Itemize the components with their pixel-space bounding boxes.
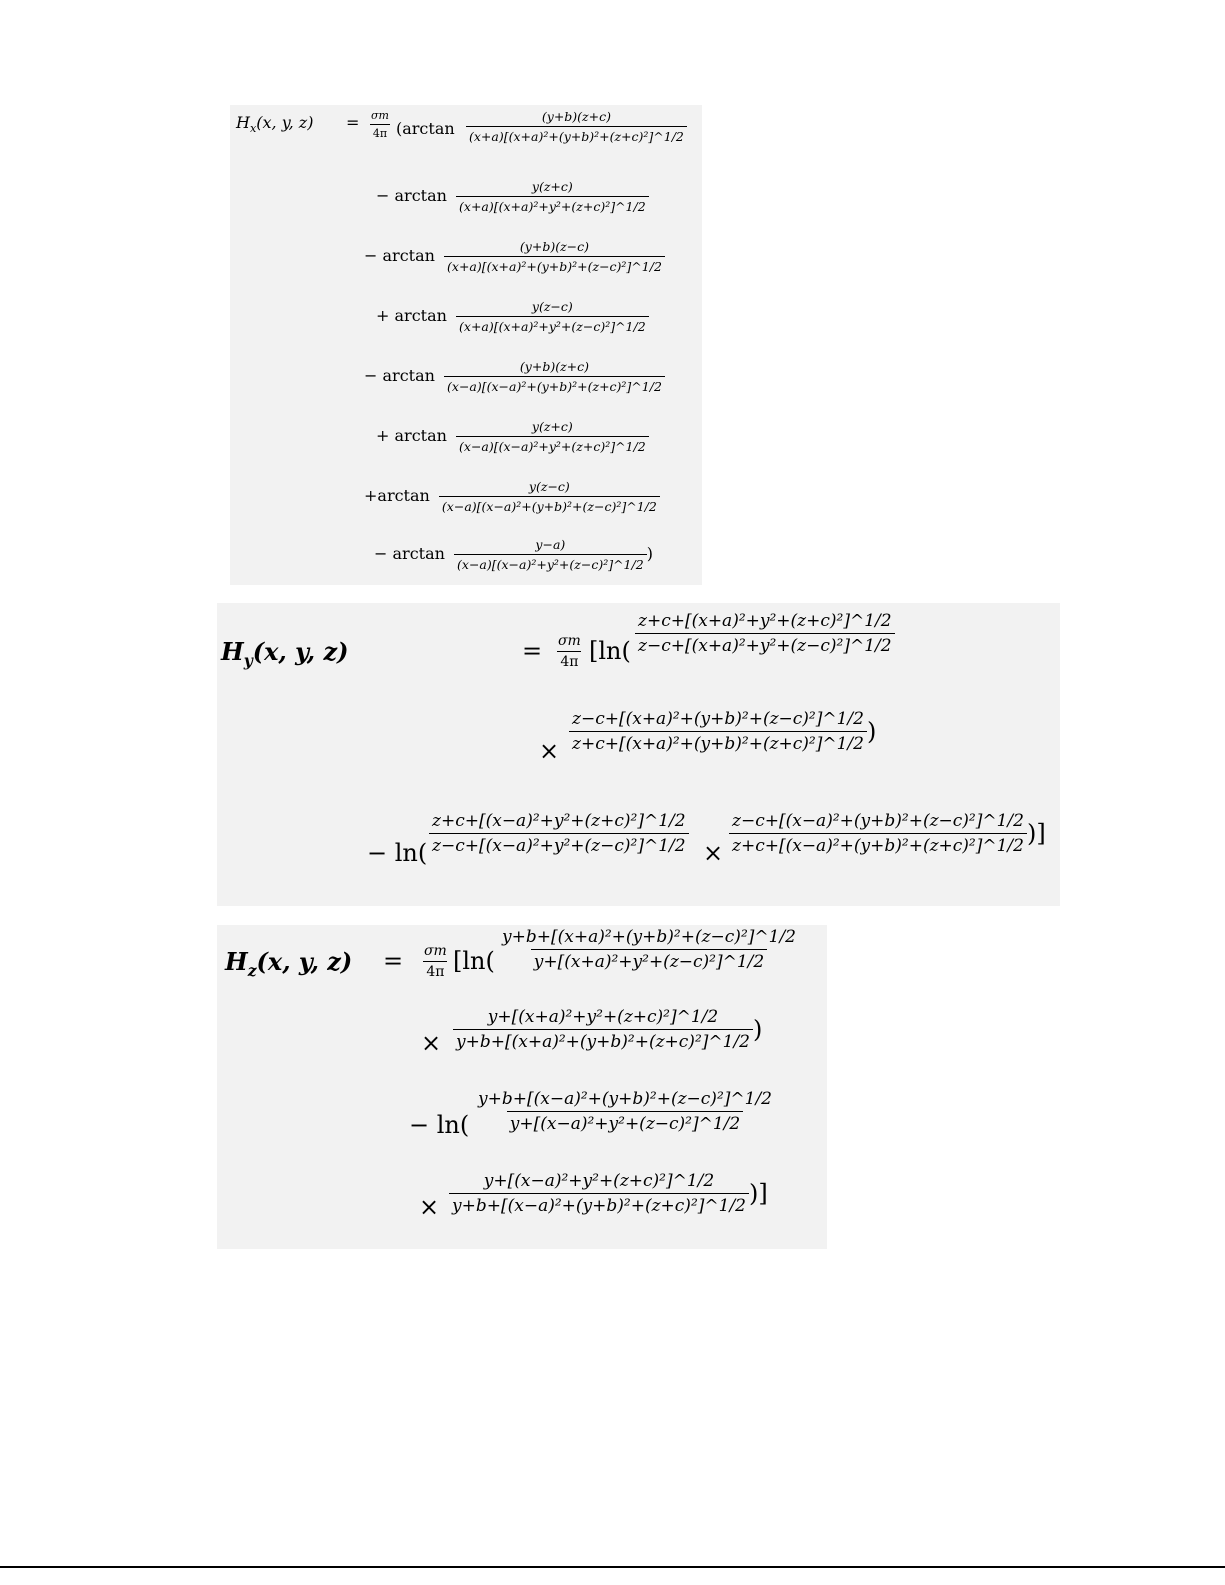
hy-times-2: × bbox=[703, 839, 724, 867]
hz-times-2: × bbox=[419, 1193, 440, 1221]
hx-lhs: $H_x(x$, y, z) bbox=[236, 113, 314, 136]
hy-lhs: $H_y(x$, y, z) bbox=[221, 637, 349, 670]
hz-fraction-2: $\frac{\text{y+[(x+a)²+y²+(z+c)²]\textasciicircum{}1/2}}{\text{y+b+[(x+a)²+(y+b)²+(z+c)²]\textasciicircum{}1/2}}$ ) bbox=[453, 1007, 762, 1052]
hx-equals: = bbox=[346, 113, 360, 132]
hx-line-1 bbox=[236, 113, 313, 135]
hy-fraction-2: $\frac{\text{z−c+[(x+a)²+(y+b)²+(z−c)²]\textasciicircum{}1/2}}{\text{z+c+[(x+a)²+(y+b)²+(z+c)²]\textasciicircum{}1/2}}$ ) bbox=[569, 709, 876, 754]
hz-fraction-4: $\frac{\text{y+[(x−a)²+y²+(z+c)²]\textasciicircum{}1/2}}{\text{y+b+[(x−a)²+(y+b)²+(z+c)²]\textasciicircum{}1/2}}$ )] bbox=[449, 1171, 768, 1216]
hx-term-5: − arctan $\frac{(y+b)(z+c)}{\text{(x−a)[(x−a)²+(y+b)²+(z+c)²]\textasciicircum{}1/2}}$ bbox=[364, 359, 665, 394]
hy-coefficient: $\frac{\sigma m}{4\pi}$ bbox=[558, 633, 581, 670]
hz-fraction-3: $\frac{\text{y+b+[(x−a)²+(y+b)²+(z−c)²]\textasciicircum{}1/2}}{\text{y+[(x−a)²+y²+(z−c)²]\textasciicircum{}1/2}}$ bbox=[478, 1089, 772, 1134]
hy-times-1: × bbox=[539, 737, 560, 765]
equation-panel-hy bbox=[217, 603, 1060, 906]
hx-term-4: + arctan $\frac{y(z-c)}{\text{(x+a)[(x+a)²+y²+(z−c)²]\textasciicircum{}1/2}}$ bbox=[376, 299, 649, 334]
hx-term-2: − arctan $\frac{y(z+c)}{\text{(x+a)[(x+a)²+y²+(z+c)²]\textasciicircum{}1/2}}$ bbox=[376, 179, 649, 214]
hz-open-ln: [ln( bbox=[453, 947, 495, 975]
equation-panel-hz bbox=[217, 925, 827, 1249]
hy-fraction-1: $\frac{\text{z+c+[(x+a)²+y²+(z+c)²]\textasciicircum{}1/2}}{\text{z−c+[(x+a)²+y²+(z−c)²]\textasciicircum{}1/2}}$ bbox=[635, 611, 895, 656]
hz-fraction-1: $\frac{\text{y+b+[(x+a)²+(y+b)²+(z−c)²]\textasciicircum{}1/2}}{\text{y+[(x+a)²+y²+(z−c)²]\textasciicircum{}1/2}}$ bbox=[502, 927, 796, 972]
hz-minus-ln: − ln( bbox=[409, 1111, 470, 1139]
hx-term-1: $\frac{(y+b)(z+c)}{\text{(x+a)[(x+a)²+(y+b)²+(z+c)²]\textasciicircum{}1/2}}$ bbox=[466, 109, 687, 144]
hy-minus-ln: − ln( bbox=[367, 839, 428, 867]
hx-term-3: − arctan $\frac{(y+b)(z-c)}{\text{(x+a)[(x+a)²+(y+b)²+(z−c)²]\textasciicircum{}1/2}}$ bbox=[364, 239, 665, 274]
hx-term-7: +arctan $\frac{y(z-c)}{\text{(x−a)[(x−a)²+(y+b)²+(z−c)²]\textasciicircum{}1/2}}$ bbox=[364, 479, 660, 514]
hz-equals: = bbox=[383, 947, 404, 975]
hz-lhs: $H_z(x$, y, z) bbox=[225, 947, 353, 980]
hx-term-8: − arctan $\frac{y-a)}{\text{(x−a)[(x−a)²+y²+(z−c)²]\textasciicircum{}1/2}}$ ) bbox=[374, 537, 653, 572]
hz-coefficient: $\frac{\sigma m}{4\pi}$ bbox=[424, 943, 447, 980]
equation-panel-hx bbox=[230, 105, 702, 585]
hy-fraction-3: $\frac{\text{z+c+[(x−a)²+y²+(z+c)²]\textasciicircum{}1/2}}{\text{z−c+[(x−a)²+y²+(z−c)²]\textasciicircum{}1/2}}$ bbox=[429, 811, 689, 856]
hx-coefficient: $\frac{\sigma m}{4\pi}$ bbox=[371, 109, 389, 140]
page-bottom-rule bbox=[0, 1566, 1225, 1568]
hy-fraction-4: $\frac{\text{z−c+[(x−a)²+(y+b)²+(z−c)²]\textasciicircum{}1/2}}{\text{z+c+[(x−a)²+(y+b)²+(z+c)²]\textasciicircum{}1/2}}$ )] bbox=[729, 811, 1046, 856]
hy-equals: = bbox=[522, 637, 543, 665]
hz-times-1: × bbox=[421, 1029, 442, 1057]
hx-term-6: + arctan $\frac{y(z+c)}{\text{(x−a)[(x−a)²+y²+(z+c)²]\textasciicircum{}1/2}}$ bbox=[376, 419, 649, 454]
hx-open-arctan: (arctan bbox=[396, 119, 455, 138]
hy-open-ln: [ln( bbox=[589, 637, 631, 665]
